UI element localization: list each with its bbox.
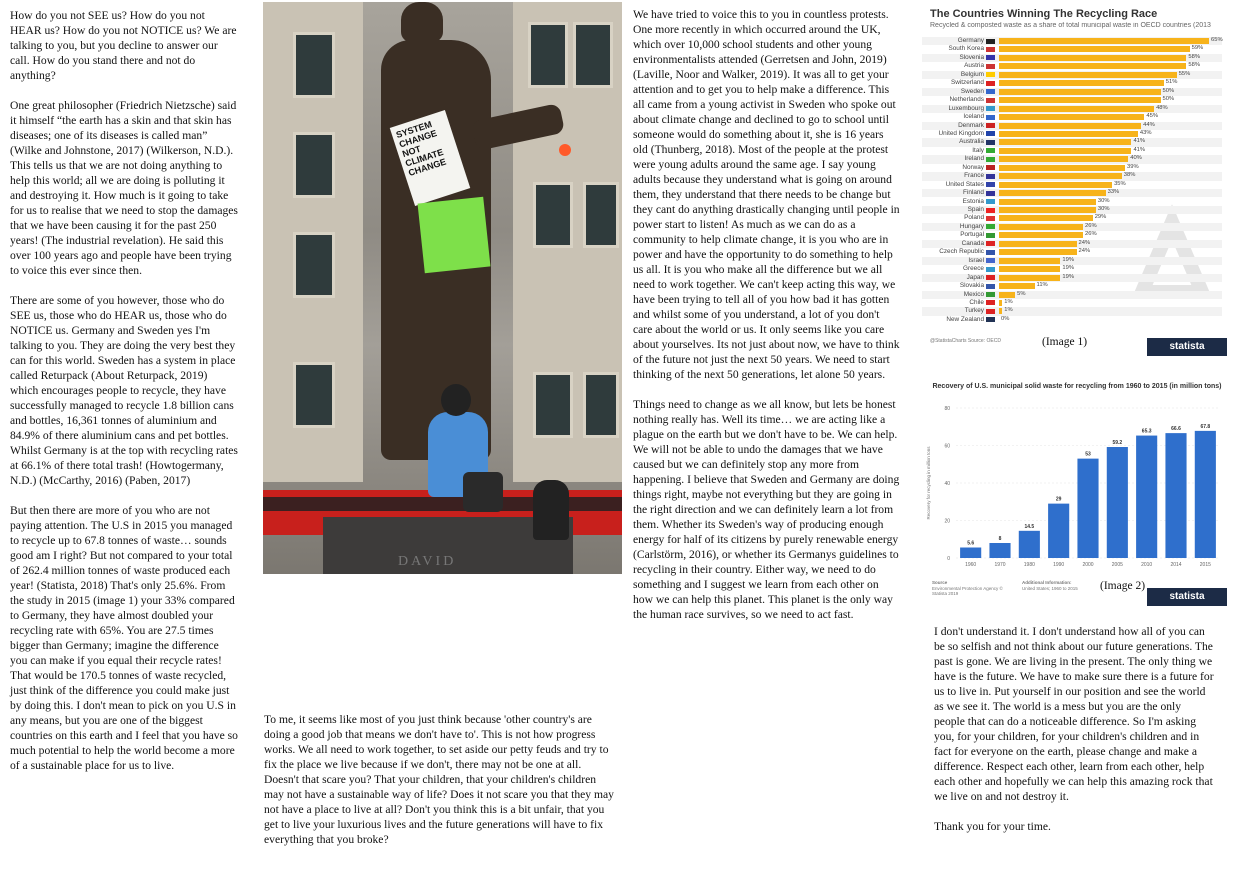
country-label: Norway: [962, 163, 984, 171]
country-label: Ireland: [964, 155, 984, 163]
country-label: Slovenia: [959, 53, 984, 61]
window: [293, 232, 335, 298]
chart-title: Recovery of U.S. municipal solid waste for recycling from 1960 to 2015 (in million tons): [932, 383, 1222, 390]
country-label: Germany: [957, 37, 984, 44]
bar-1990: [1048, 504, 1069, 558]
statista-logo: statista: [1147, 588, 1227, 606]
flag-icon: [986, 309, 995, 314]
country-label: France: [964, 172, 984, 180]
paragraph: To me, it seems like most of you just think because 'other country's are doing a good job that means we don't have to'. This is not how progress works. We all need to work together, to set aside our petty feuds and try to fix the place we live because if we don't, there may not be one at all. Doesn't that scare you? That your children, that your children's children may not have a sustainable way of life? Does it not scare you that they may not have a place to live at all? Don't you think this is a bit unfair, that you get to live your luxurious lives and the future generations will have to fix everything that you broke?: [264, 713, 614, 846]
value-label: 41%: [1133, 138, 1146, 145]
country-label: Iceland: [963, 113, 984, 121]
person-head: [441, 384, 471, 416]
flag-icon: [986, 81, 995, 86]
recycling-race-chart: [922, 2, 1227, 356]
us-recovery-chart: [922, 372, 1227, 608]
flag-icon: [986, 284, 995, 289]
window: [573, 22, 613, 88]
statue-protest-photo: [263, 2, 622, 574]
bar-row-israel: [922, 257, 1222, 265]
bar-chart-svg: [922, 402, 1227, 572]
chart-source-text: Source: OECD: [967, 338, 1001, 344]
bar-row-ireland: [922, 155, 1222, 163]
bar-2014: [1165, 433, 1186, 558]
flag-icon: [986, 174, 995, 179]
paragraph: How do you not SEE us? How do you not HEAR us? How do you not NOTICE us? We are talking to you, but you decline to answer our call. How do you stand there and not do anything?: [10, 9, 237, 82]
flag-icon: [986, 233, 995, 238]
bar-row-sweden: [922, 88, 1222, 96]
bar-row-mexico: [922, 291, 1222, 299]
value-label: 67.8: [1200, 423, 1211, 430]
flag-icon: [986, 55, 995, 60]
x-tick-label: 1980: [1023, 562, 1035, 568]
bar-row-new-zealand: [922, 316, 1222, 324]
value-label: 8: [998, 536, 1002, 542]
person-second: [533, 480, 569, 540]
x-tick-label: 1970: [994, 562, 1006, 568]
source-block: [932, 580, 1012, 597]
value-label: 29%: [1094, 214, 1107, 221]
window: [293, 362, 335, 428]
flag-icon: [986, 64, 995, 69]
window: [293, 32, 335, 98]
country-label: Australia: [959, 138, 984, 146]
bar: [999, 207, 1096, 213]
bar-row-slovenia: [922, 54, 1222, 62]
paragraph: Thank you for your time.: [934, 820, 1051, 833]
bar-row-denmark: [922, 122, 1222, 130]
paragraph: Things need to change as we all know, but lets be honest nothing really has. Well its time… we are acting like a plague on the earth but we don't have to be. We can help. We will not be able to undo the damages that we have caused but we can definitely stop any more from happening. I believe that Sweden and Germany are doing things right, maybe not everything but they are going in the right direction and we can definitely learn a lot from them. Whether its Sweden's way of producing enough energy for half of its citizens by purely renewable energy (Carlstörm, 2016), or whether its Germanys guidelines to recycling in their country. Either way, we need to do something and I suggest we learn from each other on how we can help this planet. This planet is the only way the human race survives, so we need to act fast.: [633, 398, 900, 621]
bar-row-austria: [922, 62, 1222, 70]
window: [533, 182, 573, 248]
bar-2010: [1136, 436, 1157, 558]
bar-row-czech-republic: [922, 248, 1222, 256]
bar-row-greece: [922, 265, 1222, 273]
country-label: Czech Republic: [939, 248, 984, 256]
flag-icon: [986, 131, 995, 136]
value-label: 24%: [1078, 239, 1091, 246]
value-label: 19%: [1062, 256, 1074, 263]
value-label: 5%: [1017, 290, 1026, 297]
flag-icon: [986, 165, 995, 170]
bar-row-norway: [922, 164, 1222, 172]
bar: [999, 275, 1060, 281]
value-label: 66.6: [1171, 426, 1181, 433]
value-label: 59.2: [1112, 440, 1123, 446]
flag-icon: [986, 250, 995, 255]
value-label: 39%: [1127, 163, 1139, 170]
value-label: 41%: [1133, 146, 1146, 153]
value-label: 14.5: [1024, 523, 1035, 530]
flag-icon: [986, 148, 995, 153]
bar: [999, 165, 1125, 171]
info-heading: Additional Information:: [1022, 580, 1072, 585]
flag-icon: [986, 39, 995, 44]
bar-row-switzerland: [922, 79, 1222, 87]
window: [583, 182, 619, 248]
window: [293, 132, 335, 198]
bar-row-poland: [922, 214, 1222, 222]
country-label: Austria: [964, 62, 984, 70]
country-label: Sweden: [960, 87, 984, 95]
chart-source: [930, 338, 1001, 344]
flag-icon: [986, 267, 995, 272]
flag-icon: [986, 182, 995, 187]
bar: [999, 190, 1106, 196]
bar-row-japan: [922, 274, 1222, 282]
info-text: United States; 1960 to 2015: [1022, 585, 1078, 591]
country-label: Belgium: [960, 70, 984, 78]
bar: [999, 292, 1015, 298]
paragraph: There are some of you however, those who do SEE us, those who do HEAR us, those who do NOTICE us. Germany and Sweden yes I'm talking to you. They are doing the very best they can for this world. Sweden has a system in place called Returpack (About Returpack, 2019) which encourages people to recycle, they have successfully managed to recycle 1.8 billion cans and bottles, 16,361 tonnes of aluminium and 84.9% of there aluminium cans and pet bottles. Whilst Germany is at the top with recycling rates at 66.1% of there total trash! (Howtogermany, N.D.) (McCarthy, 2016) (Paben, 2017): [10, 294, 238, 487]
bar: [999, 106, 1154, 112]
image-caption: (Image 1): [1042, 336, 1088, 348]
image-caption: (Image 2): [1100, 580, 1146, 592]
info-block: [1022, 580, 1102, 591]
bar-2005: [1107, 447, 1128, 558]
country-label: Greece: [963, 265, 984, 273]
bar-row-italy: [922, 147, 1222, 155]
x-tick-label: 2015: [1199, 562, 1211, 568]
country-label: Israel: [968, 256, 984, 264]
value-label: 1%: [1004, 307, 1013, 314]
value-label: 5.6: [967, 540, 975, 547]
value-label: 50%: [1162, 96, 1175, 103]
bar: [999, 241, 1077, 247]
value-label: 11%: [1036, 282, 1048, 289]
value-label: 30%: [1097, 197, 1110, 204]
chart-title: The Countries Winning The Recycling Race: [930, 8, 1158, 20]
bar: [999, 156, 1128, 162]
paragraph: We have tried to voice this to you in countless protests. One more recently in which occurred around the UK, which over 10,000 school students and other young environmentalists attended (Gerretsen and John, 2019) (Laville, Noor and Walker, 2019). It was all to get your attention and to get you to help make a difference. This all came from a young activist in Sweden who spoke out about climate change and declined to go to school until someone would do something about it, she is 16 years old (Thunberg, 2018). Most of the people at the protest were young adults around the same age. I say young adults because they understand what is going on around them, they understand that there needs to be change but they cant do anything drastically changing until people in power start to listen! As much as we can do as a community to help climate change, it is you who are in power and have the opportunity to do something to help us all. It is you who make all the difference but we all need to work together. We can't keep acting this way, we have been trying to tell all of you how bad it has gotten and whilst some of you understand, a lot of you don't care about the world or us. It only seems like you care about yourselves. Its not just about now, we have to think of the future not just the next 50 years. We need to start thinking of the next 50 generations, let alone 50 years.: [633, 8, 900, 381]
window: [533, 372, 573, 438]
value-label: 38%: [1123, 172, 1136, 179]
bar-1970: [989, 543, 1010, 558]
y-tick-label: 40: [944, 481, 950, 487]
value-label: 1%: [1004, 298, 1013, 305]
bar-2000: [1077, 459, 1098, 558]
bar-row-united-states: [922, 181, 1222, 189]
column-3: [633, 7, 901, 637]
value-label: 50%: [1162, 87, 1175, 94]
window: [583, 372, 619, 438]
bar-1980: [1019, 531, 1040, 558]
bar: [999, 199, 1096, 205]
country-label: Spain: [967, 206, 984, 213]
bar-row-chile: [922, 299, 1222, 307]
y-axis-label: Recovery for recycling in million tons: [926, 446, 931, 520]
value-label: 30%: [1097, 206, 1110, 212]
value-label: 58%: [1188, 62, 1200, 69]
bar-row-united-kingdom: [922, 130, 1222, 138]
country-label: Canada: [961, 239, 984, 247]
value-label: 26%: [1085, 231, 1097, 238]
bar: [999, 266, 1060, 272]
y-tick-label: 0: [947, 556, 950, 562]
value-label: 43%: [1139, 129, 1152, 136]
country-label: Switzerland: [950, 79, 984, 87]
country-label: Estonia: [962, 197, 984, 205]
bar: [999, 249, 1077, 255]
bar-row-canada: [922, 240, 1222, 248]
value-label: 51%: [1165, 79, 1178, 86]
bar-row-hungary: [922, 223, 1222, 231]
source-heading: Source: [932, 580, 948, 585]
bar: [999, 131, 1138, 137]
column-4: [934, 624, 1214, 849]
chart-subtitle: Recycled & composted waste as a share of total municipal waste in OECD countries (2013: [930, 22, 1211, 29]
y-tick-label: 20: [944, 518, 950, 525]
value-label: 45%: [1146, 113, 1158, 120]
value-label: 48%: [1156, 104, 1168, 111]
paragraph: But then there are more of you who are not paying attention. The U.S in 2015 you managed to recycle up to 67.8 tonnes of waste… sounds good am I right? But not compared to your total of 262.4 million tonnes of waste produced each year! (Statista, 2018) That's only 25.6%. From the study in 2015 (image 1) your 33% compared to Germany, they have almost doubled your recycling rate with 65%. You are 27.5 times bigger than Germany; imagine the difference you can make if you equal their recycle rates! That would be 170.5 tonnes of waste recycled, just think of the difference you could make just by doing this. I don't mean to pick on you U.S in any means, but you are one of the biggest countries on this earth and I feel that you have so much potential to help the world become a more of a sustainable place for us to live.: [10, 504, 238, 772]
bar-row-spain: [922, 206, 1222, 214]
value-label: 33%: [1107, 189, 1120, 196]
statue-head: [401, 2, 443, 42]
country-label: Poland: [964, 214, 984, 222]
source-text: Environmental Protection Agency © Statista 2019: [932, 585, 1003, 596]
flag-icon: [986, 216, 995, 221]
bar-row-germany: [922, 37, 1222, 45]
bar: [999, 283, 1035, 289]
bar-row-portugal: [922, 231, 1222, 239]
country-label: Chile: [969, 298, 984, 306]
bar: [999, 139, 1131, 145]
flag-icon: [986, 191, 995, 196]
bar-row-netherlands: [922, 96, 1222, 104]
country-label: United States: [945, 180, 984, 188]
country-label: South Korea: [948, 45, 984, 53]
bar: [999, 300, 1002, 306]
bar-row-belgium: [922, 71, 1222, 79]
bar: [999, 97, 1161, 103]
person-legs: [463, 472, 503, 512]
value-label: 40%: [1130, 155, 1142, 162]
bar-row-france: [922, 172, 1222, 180]
paragraph: One great philosopher (Friedrich Nietzsche) said it himself “the earth has a skin and that skin has diseases; one of its diseases is called man” (Wilke and Johnstone, 2017) (Wilkerson, N.D.). This tells us that we are not doing anything to help this world; all we are doing is polluting it and destroying it. How much is it going to take for us to realise that we need to stop the damages that we have been causing it for the past 250 years! (The industrial revelation). He said this over 100 years ago and people have been trying to voice this ever since then.: [10, 99, 238, 277]
flag-icon: [986, 106, 995, 111]
country-label: Turkey: [964, 307, 984, 315]
country-label: Finland: [963, 189, 984, 197]
country-label: Hungary: [959, 222, 984, 230]
bar: [999, 182, 1112, 188]
value-label: 55%: [1178, 70, 1191, 77]
bar: [999, 173, 1122, 179]
value-label: 58%: [1188, 53, 1200, 60]
country-label: Luxembourg: [948, 104, 984, 112]
flag-icon: [986, 275, 995, 280]
flag-icon: [986, 208, 995, 213]
bar: [999, 148, 1131, 154]
flag-icon: [986, 300, 995, 305]
bar: [999, 80, 1164, 86]
flag-icon: [986, 98, 995, 103]
value-label: 44%: [1143, 121, 1155, 128]
window: [528, 22, 568, 88]
flag-icon: [986, 199, 995, 204]
bar-row-finland: [922, 189, 1222, 197]
paragraph: I don't understand it. I don't understand how all of you can be so selfish and not think about our future generations. The past is gone. We are living in the present. The only thing we have is the future. We have to make sure there is a future for us to live in. Put yourself in our position and see the world as we see it. The world is a mess but you are the only people that can do a noticeable difference. So I'm asking you, for your children, for your children's children and in fact for everyone on the earth, please change and make a difference. Respect each other, learn from each other, help each other and hopefully we can help this amazing rock that we live on and not destroy it.: [934, 625, 1214, 803]
flag-icon: [986, 115, 995, 120]
x-tick-label: 2000: [1082, 562, 1094, 568]
bar: [999, 308, 1002, 314]
bar-row-estonia: [922, 198, 1222, 206]
bar: [999, 72, 1177, 78]
value-label: 65.3: [1141, 428, 1152, 435]
bar: [999, 38, 1209, 44]
bar: [999, 232, 1083, 238]
bar: [999, 114, 1144, 120]
flag-icon: [986, 258, 995, 263]
country-label: United Kingdom: [938, 129, 984, 137]
country-label: Japan: [966, 273, 984, 281]
flag-icon: [986, 89, 995, 94]
bar: [999, 258, 1060, 264]
column-2: [264, 712, 614, 862]
flag-icon: [986, 140, 995, 145]
flower: [559, 144, 571, 156]
value-label: 65%: [1211, 37, 1223, 43]
bar: [999, 215, 1093, 221]
bar: [999, 63, 1186, 69]
country-label: Slovakia: [959, 282, 984, 290]
value-label: 19%: [1062, 273, 1074, 280]
country-label: Denmark: [958, 121, 984, 129]
flag-icon: [986, 241, 995, 246]
bar: [999, 89, 1161, 95]
bar: [999, 46, 1190, 52]
flag-icon: [986, 292, 995, 297]
value-label: 24%: [1078, 248, 1091, 255]
bar-row-iceland: [922, 113, 1222, 121]
value-label: 53: [1085, 451, 1091, 458]
statista-logo: statista: [1147, 338, 1227, 356]
x-tick-label: 2010: [1141, 562, 1153, 568]
flag-icon: [986, 157, 995, 162]
country-label: Netherlands: [949, 96, 984, 104]
value-label: 59%: [1191, 45, 1204, 52]
bar: [999, 55, 1186, 61]
x-tick-label: 2014: [1170, 562, 1182, 568]
value-label: 29: [1055, 496, 1062, 503]
bar: [999, 123, 1141, 129]
value-label: 19%: [1062, 265, 1074, 272]
bar-row-slovakia: [922, 282, 1222, 290]
value-label: 26%: [1085, 222, 1097, 229]
bar: [999, 224, 1083, 230]
x-tick-label: 2005: [1111, 562, 1123, 568]
chart-handle: @StatistaCharts: [930, 338, 967, 344]
bar-row-australia: [922, 138, 1222, 146]
flag-icon: [986, 47, 995, 52]
country-label: Mexico: [963, 290, 984, 298]
x-tick-label: 1960: [965, 562, 977, 568]
y-tick-label: 60: [944, 443, 950, 450]
green-sign: [418, 197, 491, 274]
y-tick-label: 80: [944, 406, 950, 412]
bar-row-south-korea: [922, 45, 1222, 53]
bar-row-turkey: [922, 307, 1222, 315]
value-label: 0%: [1001, 315, 1010, 322]
column-1: [10, 8, 238, 788]
value-label: 35%: [1114, 180, 1126, 187]
flag-icon: [986, 72, 995, 77]
protest-placard: SYSTEM CHANGE NOT CLIMATE CHANGE: [390, 110, 471, 206]
x-tick-label: 1990: [1053, 562, 1065, 568]
plinth-inscription: DAVID: [398, 554, 457, 569]
bar-row-luxembourg: [922, 105, 1222, 113]
country-label: New Zealand: [946, 315, 984, 323]
bar-2015: [1195, 431, 1216, 558]
bar-1960: [960, 548, 981, 559]
country-label: Italy: [972, 146, 984, 154]
flag-icon: [986, 224, 995, 229]
flag-icon: [986, 123, 995, 128]
country-label: Portugal: [960, 231, 984, 239]
flag-icon: [986, 317, 995, 322]
